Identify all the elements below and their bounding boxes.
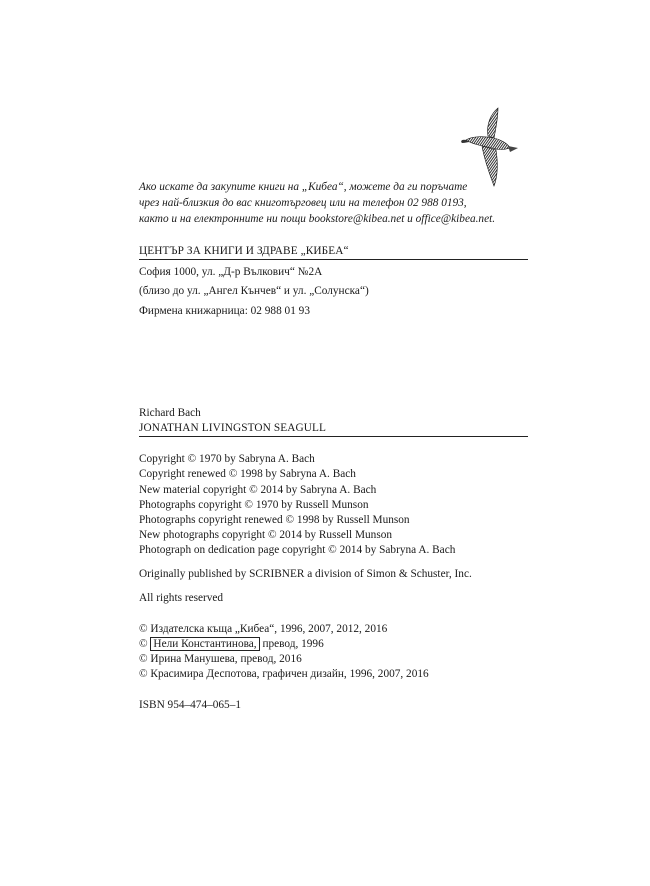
isbn: ISBN 954–474–065–1 (139, 699, 241, 711)
rights-reserved: All rights reserved (139, 592, 224, 604)
purchase-note-line-1: Ако искате да закупите книги на „Кибеа“, можете да ги поръчате (139, 181, 468, 193)
book-title-rule (139, 436, 528, 437)
copyright-line: Copyright © 1970 by Sabryna A. Bach (139, 453, 315, 465)
credit-designer: © Красимира Деспотова, графичен дизайн, 1996, 2007, 2016 (139, 668, 429, 680)
center-address-1: София 1000, ул. „Д-р Вълкович“ №2А (139, 266, 323, 278)
center-bookstore-phone: Фирмена книжарница: 02 988 01 93 (139, 305, 310, 317)
center-heading-rule (139, 259, 528, 260)
copyright-line: Photographs copyright © 1970 by Russell Munson (139, 499, 369, 511)
translator-role: превод, 1996 (262, 638, 324, 650)
copyright-line: Photographs copyright renewed © 1998 by Russell Munson (139, 514, 410, 526)
copyright-line: Photograph on dedication page copyright © 2014 by Sabryna A. Bach (139, 544, 456, 556)
book-title: JONATHAN LIVINGSTON SEAGULL (139, 422, 326, 434)
purchase-note-line-2: чрез най-близкия до вас книготърговец или на телефон 02 988 0193, (139, 197, 467, 209)
book-author: Richard Bach (139, 407, 201, 419)
purchase-note-line-3: както и на електронните ни пощи bookstore@kibea.net и office@kibea.net. (139, 213, 496, 225)
credit-publisher: © Издателска къща „Кибеа“, 1996, 2007, 2012, 2016 (139, 623, 388, 635)
translator-name-highlight: Нели Константинова, (150, 637, 259, 651)
credit-translator-1 (139, 637, 324, 652)
copyright-symbol: © (139, 638, 148, 650)
seagull-icon (458, 106, 520, 190)
center-heading: ЦЕНТЪР ЗА КНИГИ И ЗДРАВЕ „КИБЕА“ (139, 245, 349, 257)
center-address-2: (близо до ул. „Ангел Кънчев“ и ул. „Солунска“) (139, 285, 369, 297)
copyright-line: New photographs copyright © 2014 by Russell Munson (139, 529, 393, 541)
original-publisher: Originally published by SCRIBNER a division of Simon & Schuster, Inc. (139, 568, 472, 580)
copyright-line: Copyright renewed © 1998 by Sabryna A. Bach (139, 468, 356, 480)
copyright-line: New material copyright © 2014 by Sabryna A. Bach (139, 484, 377, 496)
credit-translator-2: © Ирина Манушева, превод, 2016 (139, 653, 302, 665)
